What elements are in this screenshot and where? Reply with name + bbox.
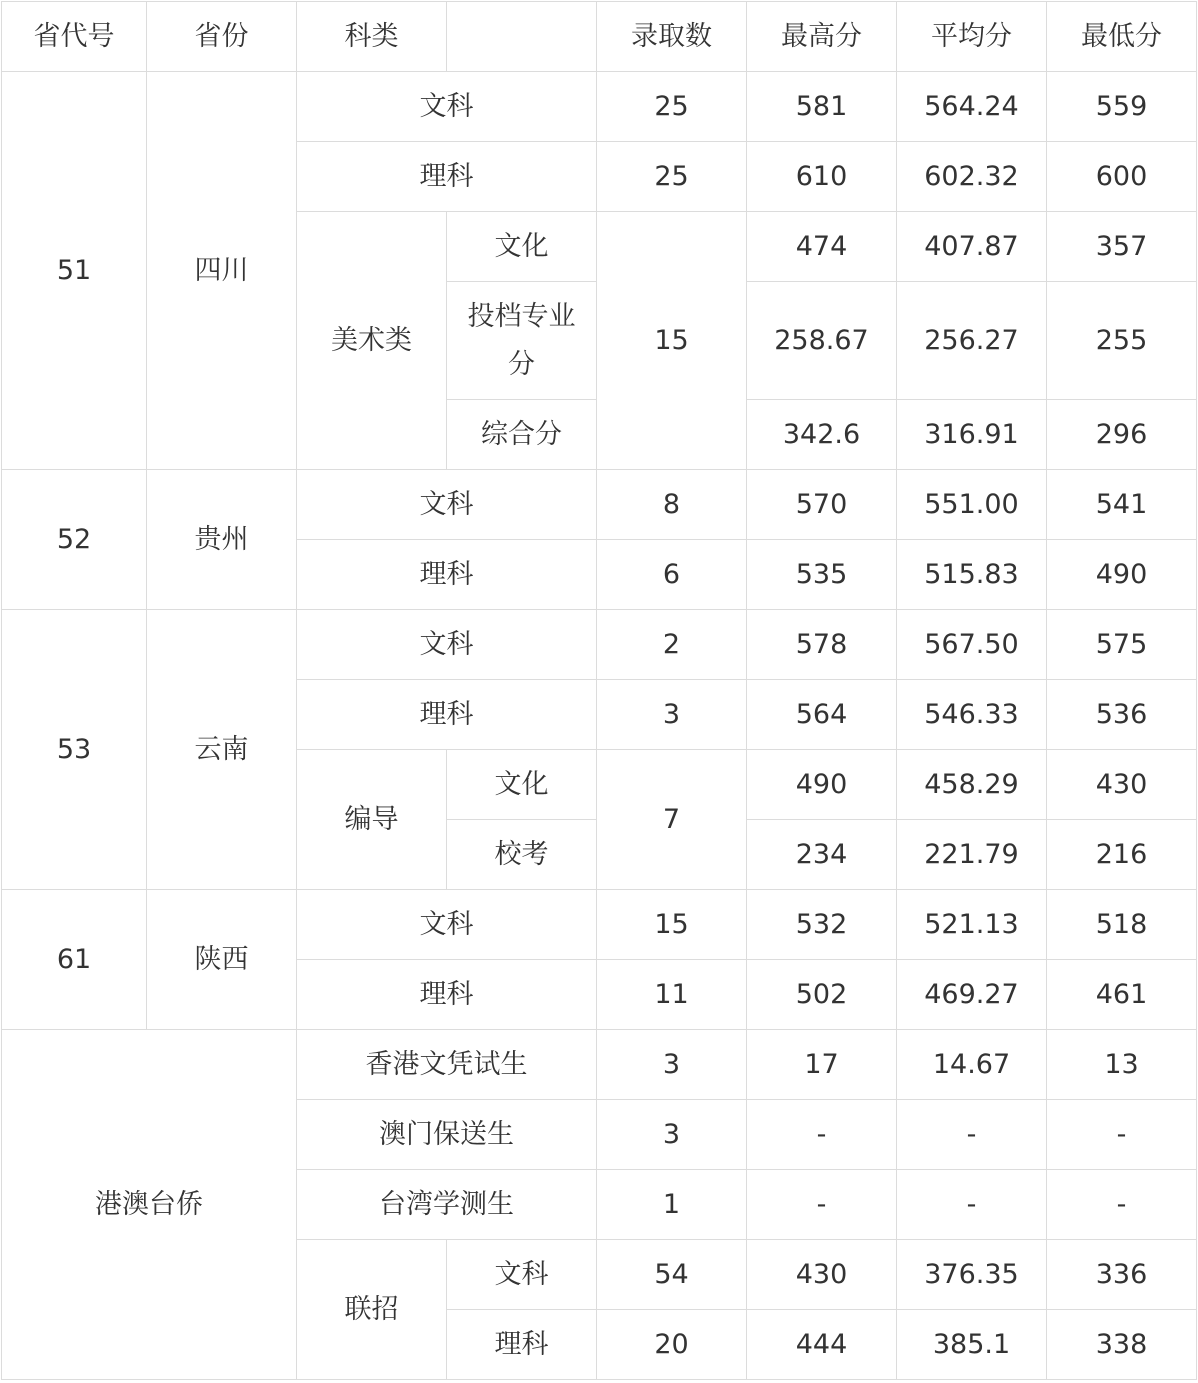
max-score-cell: 532 xyxy=(747,890,897,960)
admitted-cell: 8 xyxy=(597,470,747,540)
header-province-code: 省代号 xyxy=(2,2,147,72)
province-cell: 贵州 xyxy=(147,470,297,610)
table-row xyxy=(2,1030,1197,1100)
max-score-cell: 535 xyxy=(747,540,897,610)
admitted-cell: 25 xyxy=(597,72,747,142)
category-cell: 理科 xyxy=(297,540,597,610)
admitted-cell: 3 xyxy=(597,680,747,750)
admission-scores-table xyxy=(1,1,1197,1380)
min-score-cell: 336 xyxy=(1047,1240,1197,1310)
avg-score-cell: 14.67 xyxy=(897,1030,1047,1100)
table-row xyxy=(2,890,1197,960)
avg-score-cell: - xyxy=(897,1100,1047,1170)
min-score-cell: 536 xyxy=(1047,680,1197,750)
max-score-cell: 342.6 xyxy=(747,400,897,470)
header-admitted: 录取数 xyxy=(597,2,747,72)
max-score-cell: 234 xyxy=(747,820,897,890)
header-min-score: 最低分 xyxy=(1047,2,1197,72)
avg-score-cell: - xyxy=(897,1170,1047,1240)
min-score-cell: 559 xyxy=(1047,72,1197,142)
region-cell: 港澳台侨 xyxy=(2,1030,297,1380)
avg-score-cell: 551.00 xyxy=(897,470,1047,540)
admitted-cell: 6 xyxy=(597,540,747,610)
min-score-cell: 541 xyxy=(1047,470,1197,540)
max-score-cell: 610 xyxy=(747,142,897,212)
avg-score-cell: 564.24 xyxy=(897,72,1047,142)
avg-score-cell: 458.29 xyxy=(897,750,1047,820)
category-cell: 美术类 xyxy=(297,212,447,470)
avg-score-cell: 385.1 xyxy=(897,1310,1047,1380)
min-score-cell: 461 xyxy=(1047,960,1197,1030)
min-score-cell: 575 xyxy=(1047,610,1197,680)
avg-score-cell: 407.87 xyxy=(897,212,1047,282)
table-row xyxy=(2,610,1197,680)
min-score-cell: 518 xyxy=(1047,890,1197,960)
max-score-cell: 490 xyxy=(747,750,897,820)
subcategory-cell: 校考 xyxy=(447,820,597,890)
admitted-cell: 1 xyxy=(597,1170,747,1240)
subcategory-cell: 理科 xyxy=(447,1310,597,1380)
subcategory-cell: 文科 xyxy=(447,1240,597,1310)
category-cell: 台湾学测生 xyxy=(297,1170,597,1240)
category-cell: 理科 xyxy=(297,142,597,212)
category-cell: 文科 xyxy=(297,72,597,142)
avg-score-cell: 469.27 xyxy=(897,960,1047,1030)
header-province: 省份 xyxy=(147,2,297,72)
header-avg-score: 平均分 xyxy=(897,2,1047,72)
avg-score-cell: 376.35 xyxy=(897,1240,1047,1310)
avg-score-cell: 567.50 xyxy=(897,610,1047,680)
max-score-cell: 564 xyxy=(747,680,897,750)
category-cell: 香港文凭试生 xyxy=(297,1030,597,1100)
category-cell: 文科 xyxy=(297,610,597,680)
category-cell: 理科 xyxy=(297,680,597,750)
subcategory-cell: 投档专业分 xyxy=(447,282,597,400)
min-score-cell: 216 xyxy=(1047,820,1197,890)
admitted-cell: 3 xyxy=(597,1100,747,1170)
avg-score-cell: 221.79 xyxy=(897,820,1047,890)
category-cell: 联招 xyxy=(297,1240,447,1380)
category-cell: 澳门保送生 xyxy=(297,1100,597,1170)
admitted-cell: 11 xyxy=(597,960,747,1030)
province-code-cell: 51 xyxy=(2,72,147,470)
table-row xyxy=(2,470,1197,540)
avg-score-cell: 546.33 xyxy=(897,680,1047,750)
admitted-cell: 25 xyxy=(597,142,747,212)
avg-score-cell: 521.13 xyxy=(897,890,1047,960)
min-score-cell: - xyxy=(1047,1100,1197,1170)
category-cell: 编导 xyxy=(297,750,447,890)
subcategory-cell: 文化 xyxy=(447,212,597,282)
province-cell: 云南 xyxy=(147,610,297,890)
admitted-cell: 3 xyxy=(597,1030,747,1100)
min-score-cell: 490 xyxy=(1047,540,1197,610)
header-subcategory xyxy=(447,2,597,72)
avg-score-cell: 316.91 xyxy=(897,400,1047,470)
min-score-cell: 296 xyxy=(1047,400,1197,470)
category-cell: 文科 xyxy=(297,470,597,540)
admitted-cell: 7 xyxy=(597,750,747,890)
max-score-cell: 444 xyxy=(747,1310,897,1380)
max-score-cell: 258.67 xyxy=(747,282,897,400)
avg-score-cell: 515.83 xyxy=(897,540,1047,610)
admitted-cell: 2 xyxy=(597,610,747,680)
avg-score-cell: 602.32 xyxy=(897,142,1047,212)
min-score-cell: 338 xyxy=(1047,1310,1197,1380)
max-score-cell: 502 xyxy=(747,960,897,1030)
category-cell: 文科 xyxy=(297,890,597,960)
province-code-cell: 61 xyxy=(2,890,147,1030)
category-cell: 理科 xyxy=(297,960,597,1030)
table-header-row xyxy=(2,2,1197,72)
min-score-cell: - xyxy=(1047,1170,1197,1240)
max-score-cell: - xyxy=(747,1100,897,1170)
subcategory-cell: 综合分 xyxy=(447,400,597,470)
min-score-cell: 255 xyxy=(1047,282,1197,400)
max-score-cell: 581 xyxy=(747,72,897,142)
max-score-cell: 17 xyxy=(747,1030,897,1100)
max-score-cell: 474 xyxy=(747,212,897,282)
admitted-cell: 15 xyxy=(597,212,747,470)
max-score-cell: 570 xyxy=(747,470,897,540)
table-row xyxy=(2,72,1197,142)
province-code-cell: 53 xyxy=(2,610,147,890)
admitted-cell: 54 xyxy=(597,1240,747,1310)
header-max-score: 最高分 xyxy=(747,2,897,72)
admitted-cell: 15 xyxy=(597,890,747,960)
province-cell: 四川 xyxy=(147,72,297,470)
max-score-cell: - xyxy=(747,1170,897,1240)
min-score-cell: 430 xyxy=(1047,750,1197,820)
admitted-cell: 20 xyxy=(597,1310,747,1380)
min-score-cell: 13 xyxy=(1047,1030,1197,1100)
min-score-cell: 600 xyxy=(1047,142,1197,212)
subcategory-cell: 文化 xyxy=(447,750,597,820)
max-score-cell: 578 xyxy=(747,610,897,680)
province-code-cell: 52 xyxy=(2,470,147,610)
header-category: 科类 xyxy=(297,2,447,72)
avg-score-cell: 256.27 xyxy=(897,282,1047,400)
max-score-cell: 430 xyxy=(747,1240,897,1310)
province-cell: 陕西 xyxy=(147,890,297,1030)
min-score-cell: 357 xyxy=(1047,212,1197,282)
